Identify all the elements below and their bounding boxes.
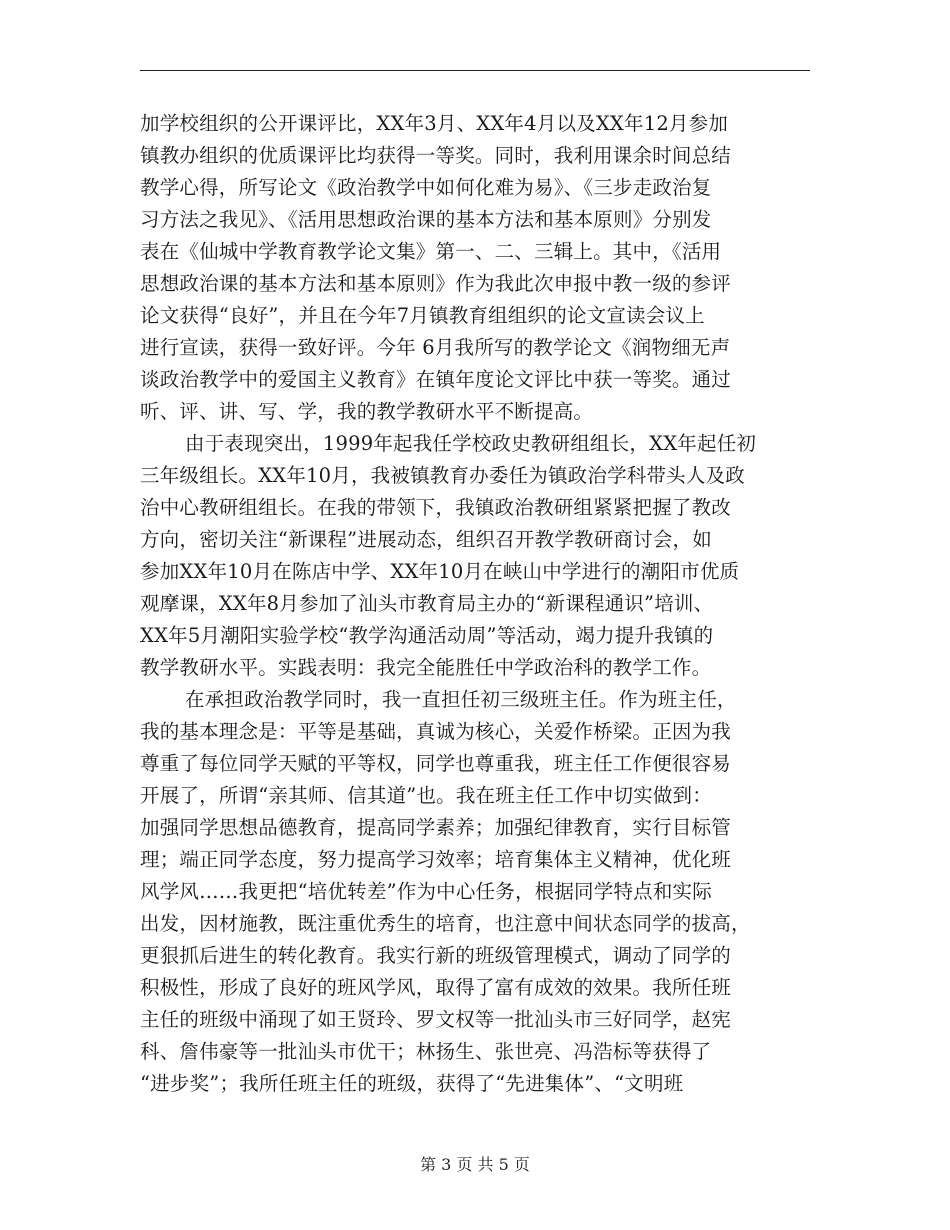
text-line: 论文获得“良好”，并且在今年7月镇教育组组织的论文宣读会议上 (140, 304, 705, 327)
text-line: XX年5月潮阳实验学校“教学沟通活动周”等活动，竭力提升我镇的 (140, 624, 714, 647)
paragraph-3 (140, 684, 820, 1100)
text-line: 镇教办组织的优质课评比均获得一等奖。同时，我利用课余时间总结 (140, 144, 732, 167)
text-line: 科、詹伟豪等一批汕头市优干；林扬生、张世亮、冯浩标等获得了 (140, 1040, 712, 1063)
text-line: 积极性，形成了良好的班风学风，取得了富有成效的效果。我所任班 (140, 976, 732, 999)
text-line: 开展了，所谓“亲其师、信其道”也。我在班主任工作中切实做到： (140, 784, 712, 807)
text-line: 教学教研水平。实践表明：我完全能胜任中学政治科的教学工作。 (140, 656, 712, 679)
text-line: 加学校组织的公开课评比，XX年3月、XX年4月以及XX年12月参加 (140, 112, 729, 135)
paragraph-1 (140, 108, 820, 428)
header-rule (140, 70, 810, 71)
text-line: “进步奖”；我所任班主任的班级，获得了“先进集体”、“文明班 (140, 1072, 684, 1095)
text-line: 更狠抓后进生的转化教育。我实行新的班级管理模式，调动了同学的 (140, 944, 732, 967)
text-line: 思想政治课的基本方法和基本原则》作为我此次申报中教一级的参评 (140, 272, 732, 295)
text-line: 出发，因材施教，既注重优秀生的培育，也注意中间状态同学的拔高， (140, 912, 751, 935)
text-line: 治中心教研组组长。在我的带领下，我镇政治教研组紧紧把握了教改 (140, 496, 732, 519)
paragraph-2 (140, 428, 820, 684)
text-line: 参加XX年10月在陈店中学、XX年10月在峡山中学进行的潮阳市优质 (140, 560, 740, 583)
body-text (140, 108, 820, 1100)
text-line: 方向，密切关注“新课程”进展动态，组织召开教学教研商讨会，如 (140, 528, 712, 551)
text-line: 教学心得，所写论文《政治教学中如何化难为易》、《三步走政治复 (140, 176, 712, 199)
text-line: 理；端正同学态度，努力提高学习效率；培育集体主义精神，优化班 (140, 848, 732, 871)
text-line: 习方法之我见》、《活用思想政治课的基本方法和基本原则》分别发 (140, 208, 712, 231)
text-line: 加强同学思想品德教育，提高同学素养；加强纪律教育，实行目标管 (140, 816, 732, 839)
page-number-footer: 第 3 页 共 5 页 (420, 1155, 530, 1174)
text-line: 主任的班级中涌现了如王贤玲、罗文权等一批汕头市三好同学，赵宪 (140, 1008, 732, 1031)
text-line: 尊重了每位同学天赋的平等权，同学也尊重我，班主任工作便很容易 (140, 752, 732, 775)
text-line: 表在《仙城中学教育教学论文集》第一、二、三辑上。其中，《活用 (140, 240, 722, 263)
text-line: 观摩课，XX年8月参加了汕头市教育局主办的“新课程通识”培训、 (140, 592, 714, 615)
text-line: 进行宣读，获得一致好评。今年 6月我所写的教学论文《润物细无声 (140, 336, 731, 359)
text-line: 谈政治教学中的爱国主义教育》在镇年度论文评比中获一等奖。通过 (140, 368, 732, 391)
text-line: 我的基本理念是：平等是基础，真诚为核心，关爱作桥梁。正因为我 (140, 720, 732, 743)
text-line: 由于表现突出，1999年起我任学校政史教研组组长，XX年起任初 (185, 432, 757, 455)
text-line: 风学风……我更把“培优转差”作为中心任务，根据同学特点和实际 (140, 880, 712, 903)
text-line: 在承担政治教学同时，我一直担任初三级班主任。作为班主任， (185, 688, 737, 711)
text-line: 听、评、讲、写、学，我的教学教研水平不断提高。 (140, 400, 594, 423)
text-line: 三年级组长。XX年10月，我被镇教育办委任为镇政治学科带头人及政 (140, 464, 745, 487)
